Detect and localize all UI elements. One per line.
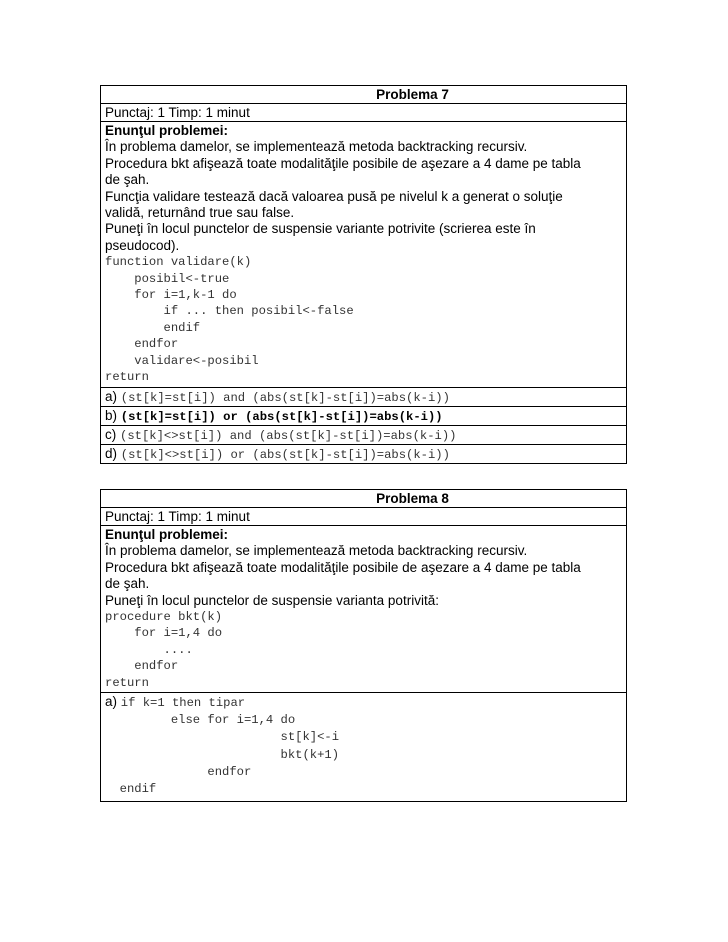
option-letter: a)	[105, 694, 118, 710]
statement-line: de şah.	[105, 172, 150, 188]
statement-line: pseudocod).	[105, 237, 180, 253]
statement-line: Puneţi în locul punctelor de suspensie varianta potrivită:	[105, 592, 439, 608]
option-code: if k=1 then tipar else for i=1,4 do st[k]<-i bkt(k+1) endfor endif	[119, 696, 340, 797]
option-a	[101, 692, 626, 801]
option-code: (st[k]<>st[i]) and (abs(st[k]-st[i])=abs(k-i))	[120, 428, 457, 443]
statement-line: În problema damelor, se implementează metoda backtracking recursiv.	[105, 543, 528, 559]
statement-line: În problema damelor, se implementează metoda backtracking recursiv.	[105, 139, 528, 155]
statement-line: Puneţi în locul punctelor de suspensie variante potrivite (scrierea este în	[105, 221, 536, 237]
statement-line: Procedura bkt afişează toate modalităţile posibile de aşezare a 4 dame pe tabla	[105, 155, 581, 171]
problem-title: Problema 8	[101, 490, 626, 508]
option-b	[101, 406, 626, 425]
statement-line: validă, returnând true sau false.	[105, 205, 295, 221]
option-letter: a)	[105, 388, 118, 404]
option-a	[101, 387, 626, 406]
option-code: (st[k]=st[i]) and (abs(st[k]-st[i])=abs(k-i))	[120, 390, 450, 405]
problem-8-box	[100, 489, 627, 802]
option-letter: b)	[105, 407, 118, 423]
option-code: (st[k]<>st[i]) or (abs(st[k]-st[i])=abs(k-i))	[120, 447, 450, 462]
statement-heading: Enunţul problemei:	[105, 527, 228, 542]
option-letter: c)	[105, 426, 117, 442]
code-block: procedure bkt(k) for i=1,4 do .... endfor return	[105, 610, 223, 690]
option-c	[101, 425, 626, 444]
option-code: (st[k]=st[i]) or (abs(st[k]-st[i])=abs(k-i))	[120, 409, 443, 424]
score-line: Punctaj: 1 Timp: 1 minut	[101, 104, 626, 122]
option-d	[101, 444, 626, 463]
statement-line: de şah.	[105, 576, 150, 592]
code-block: function validare(k) posibil<-true for i=1,k-1 do if ... then posibil<-false endif endfor validare<-posibil return	[105, 255, 354, 385]
statement-heading: Enunţul problemei:	[105, 123, 228, 138]
problem-7-box	[100, 85, 627, 464]
score-line: Punctaj: 1 Timp: 1 minut	[101, 508, 626, 526]
statement-line: Procedura bkt afişează toate modalităţile posibile de aşezare a 4 dame pe tabla	[105, 559, 581, 575]
statement-line: Funcţia validare testează dacă valoarea pusă pe nivelul k a generat o soluţie	[105, 188, 563, 204]
problem-statement	[101, 122, 626, 387]
problem-title: Problema 7	[101, 86, 626, 104]
problem-statement	[101, 526, 626, 692]
option-letter: d)	[105, 445, 118, 461]
